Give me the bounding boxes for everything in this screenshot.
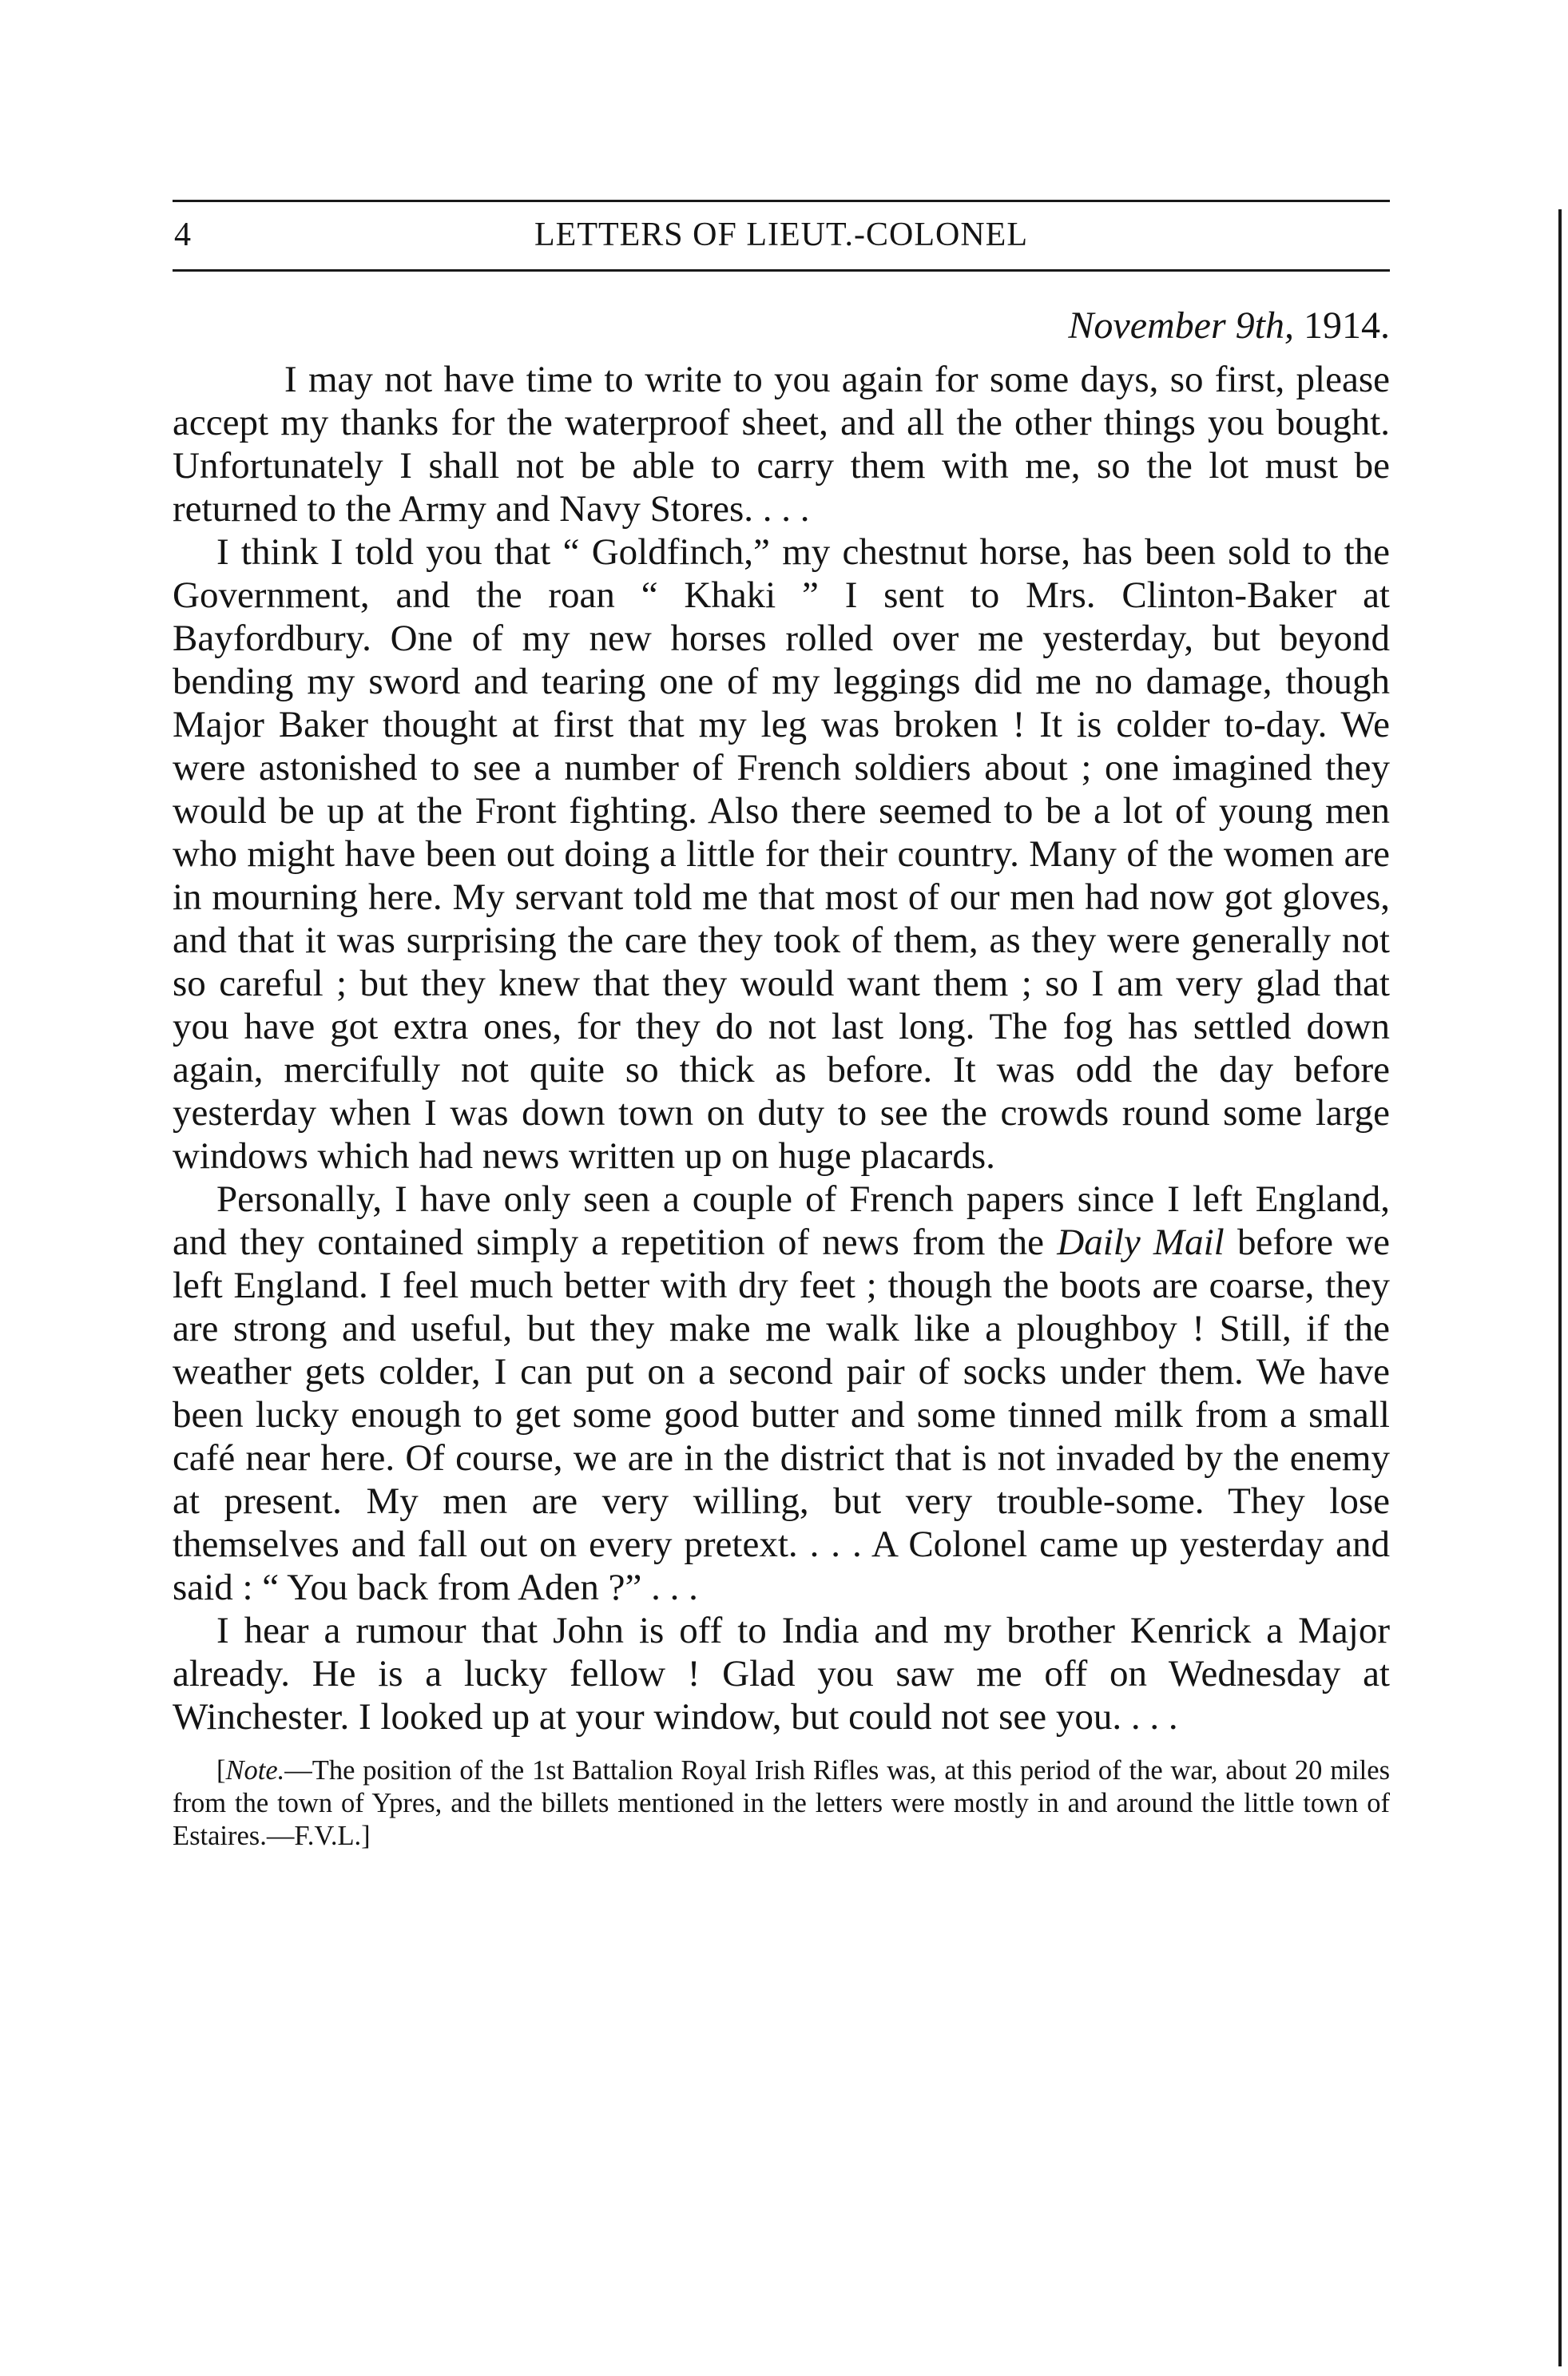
running-header xyxy=(173,200,1390,272)
paragraph-3-start: Personally, I have only seen a couple of French papers since I left England, and they contained simply a repetition of news from the xyxy=(173,1178,1390,1263)
date-month-day: November 9th, xyxy=(1068,304,1294,347)
paragraph-3 xyxy=(173,1178,1390,1609)
letter-body xyxy=(173,302,1390,1853)
note-label: Note. xyxy=(225,1755,285,1786)
note-text: —The position of the 1st Battalion Royal Irish Rifles was, at this period of the war, about 20 miles from the town of Ypres, and the billets mentioned in the letters were mostly in and around the little town of Estaires.—F.V.L.] xyxy=(173,1755,1390,1851)
note-open-bracket: [ xyxy=(216,1755,226,1786)
page-number: 4 xyxy=(174,217,191,253)
paragraph-2: I think I told you that “ Goldfinch,” my chestnut horse, has been sold to the Government, and the roan “ Khaki ” I sent to Mrs. Clinton-Baker at Bayfordbury. One of my new horses rolled over me yesterday, but beyond bending my sword and tearing one of my leggings did me no damage, though Major Baker thought at first that my leg was broken ! It is colder to-day. We were astonished to see a number of French soldiers about ; one imagined they would be up at the Front fighting. Also there seemed to be a lot of young men who might have been out doing a little for their country. Many of the women are in mourning here. My servant told me that most of our men had now got gloves, and that it was surprising the care they took of them, as they were generally not so careful ; but they knew that they would want them ; so I am very glad that you have got extra ones, for they do not last long. The fog has settled down again, mercifully not quite so thick as before. It was odd the day before yesterday when I was down town on duty to see the crowds round some large windows which had news written up on huge placards. xyxy=(173,531,1390,1177)
editor-note xyxy=(173,1754,1390,1853)
page-edge-rule xyxy=(1558,209,1562,2366)
running-title: LETTERS OF LIEUT.-COLONEL xyxy=(534,217,1028,253)
paragraph-4: I hear a rumour that John is off to India and my brother Kenrick a Major already. He is a lucky fellow ! Glad you saw me off on Wednesday at Winchester. I looked up at your window, but could not see you. . . . xyxy=(173,1610,1390,1738)
newspaper-title: Daily Mail xyxy=(1057,1222,1225,1263)
date-year: 1914. xyxy=(1304,304,1390,347)
letter-dateline xyxy=(173,302,1390,350)
paragraph-1: I may not have time to write to you again for some days, so first, please accept my thanks for the waterproof sheet, and all the other things you bought. Unfortunately I shall not be able to carry them with me, so the lot must be returned to the Army and Navy Stores. . . . xyxy=(173,359,1390,530)
paragraph-3-end: before we left England. I feel much better with dry feet ; though the boots are coarse, they are strong and useful, but they make me walk like a ploughboy ! Still, if the weather gets colder, I can put on a second pair of socks under them. We have been lucky enough to get some good butter and some tinned milk from a small café near here. Of course, we are in the district that is not invaded by the enemy at present. My men are very willing, but very trouble-some. They lose themselves and fall out on every pretext. . . . A Colonel came up yesterday and said : “ You back from Aden ?” . . . xyxy=(173,1222,1390,1608)
